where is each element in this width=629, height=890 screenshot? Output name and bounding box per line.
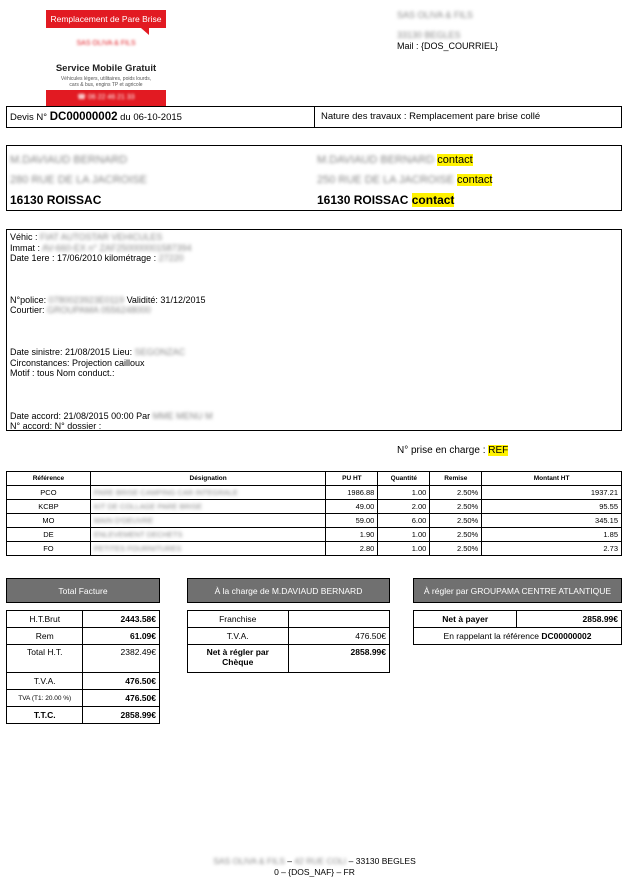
tva-value: 476.50€	[83, 673, 160, 690]
ht-brut-label: H.T.Brut	[7, 611, 83, 628]
reference-text: En rappelant la référence	[443, 631, 539, 641]
courtier-value: GROUPAMA 0556248000	[47, 305, 151, 316]
immat-value: AV-660-EX n° ZAF250000001587394	[42, 242, 192, 253]
header-company: SAS OLIVA & FILS	[397, 10, 473, 20]
table-row	[7, 486, 622, 500]
cell-designation: MAIN D'OEUVRE	[90, 514, 326, 528]
devis-number: DC00000002	[49, 111, 118, 123]
cell-qty: 1.00	[378, 528, 430, 542]
prise-en-charge	[397, 445, 508, 456]
table-row	[7, 514, 622, 528]
billing-city: 16130 ROISSAC	[317, 193, 409, 207]
motif: Motif : tous Nom conduct.:	[10, 368, 115, 379]
devis-date: du 06-10-2015	[120, 112, 182, 123]
vehicle-info-box	[6, 229, 622, 431]
accord-label: Date accord: 21/08/2015 00:00 Par	[10, 410, 151, 421]
cell-pu: 49.00	[326, 500, 378, 514]
circonstances: Circonstances: Projection cailloux	[10, 357, 145, 368]
table-row	[7, 542, 622, 556]
net-regler-label: Net à régler par Chèque	[188, 645, 289, 673]
devis-prefix: Devis N°	[10, 112, 48, 123]
tva-rate-label: TVA (T1: 20.00 %)	[7, 690, 83, 707]
cell-designation: PARE BRISE CAMPING CAR INTEGRALE	[90, 486, 326, 500]
logo-description: Véhicules légers, utilitaires, poids lourds, cars & bus, engins TP et agricole	[60, 76, 152, 88]
charge-client-table	[187, 578, 390, 673]
net-payer-label: Net à payer	[414, 611, 517, 628]
cell-designation: PETITES FOURNITURES	[90, 542, 326, 556]
billing-address	[317, 150, 492, 210]
address-box	[6, 145, 622, 211]
logo-phone-number: 06 22 46 21 33	[87, 94, 135, 101]
immat-label: Immat :	[10, 242, 41, 253]
footer-city: 33130 BEGLES	[355, 856, 416, 866]
tva-rate-value: 476.50€	[83, 690, 160, 707]
cell-qty: 2.00	[378, 500, 430, 514]
cell-remise: 2.50%	[430, 486, 482, 500]
cell-ref: PCO	[7, 486, 91, 500]
regler-assurance-table	[413, 578, 622, 645]
police-label: N°police:	[10, 294, 47, 305]
validite: Validité: 31/12/2015	[126, 294, 206, 305]
cell-ref: MO	[7, 514, 91, 528]
franchise-value	[288, 611, 390, 628]
cell-remise: 2.50%	[430, 500, 482, 514]
reference-value: DC00000002	[541, 631, 592, 641]
accord-par: MME MENU M	[152, 410, 213, 421]
cell-ref: KCBP	[7, 500, 91, 514]
footer-naf: 0 – {DOS_NAF} – FR	[274, 867, 355, 877]
prise-value: REF	[488, 445, 509, 456]
logo-banner: Remplacement de Pare Brise	[46, 10, 166, 28]
table-header-row	[7, 472, 622, 486]
contact-field: contact	[411, 193, 455, 207]
regler-title: À régler par GROUPAMA CENTRE ATLANTIQUE	[414, 579, 622, 603]
client-street: 280 RUE DE LA JACROISE	[10, 174, 147, 186]
page-footer: SAS OLIVA & FILS – 42 RUE COLI – 33130 BEGLES 0 – {DOS_NAF} – FR	[0, 856, 629, 878]
logo-phone: ☎ 06 22 46 21 33	[46, 90, 166, 106]
cell-qty: 1.00	[378, 486, 430, 500]
cell-qty: 1.00	[378, 542, 430, 556]
client-city: 16130 ROISSAC	[10, 193, 102, 207]
tva-label: T.V.A.	[7, 673, 83, 690]
cell-qty: 6.00	[378, 514, 430, 528]
cell-remise: 2.50%	[430, 514, 482, 528]
header-city: 33130 BEGLES	[397, 30, 461, 40]
company-header	[397, 10, 607, 52]
net-payer-value: 2858.99€	[517, 611, 622, 628]
cell-designation: KIT DE COLLAGE PARE BRISE	[90, 500, 326, 514]
ttc-value: 2858.99€	[83, 707, 160, 724]
date-first-label: Date 1ere : 17/06/2010 kilométrage :	[10, 253, 157, 264]
table-row	[7, 500, 622, 514]
cell-pu: 2.80	[326, 542, 378, 556]
devis-box	[6, 106, 622, 128]
col-montant-ht: Montant HT	[482, 472, 622, 486]
sinistre-label: Date sinistre: 21/08/2015 Lieu:	[10, 346, 133, 357]
cell-ref: FO	[7, 542, 91, 556]
cell-montant: 345.15	[482, 514, 622, 528]
cell-pu: 1.90	[326, 528, 378, 542]
cell-pu: 59.00	[326, 514, 378, 528]
vehic-value: FIAT AUTOSTAR VEHICULES	[40, 232, 163, 242]
client-address	[10, 150, 147, 210]
logo-banner-tail	[141, 28, 149, 35]
km-value: 27220	[158, 253, 184, 264]
police-value: 0780023923E0119	[48, 294, 125, 305]
rem-value: 61.09€	[83, 628, 160, 645]
ttc-label: T.T.C.	[7, 707, 83, 724]
header-mail: Mail : {DOS_COURRIEL}	[397, 41, 499, 51]
cell-montant: 1.85	[482, 528, 622, 542]
logo-service: Service Mobile Gratuit	[55, 63, 157, 74]
devis-nature: Nature des travaux : Remplacement pare brise collé	[321, 111, 541, 122]
table-row	[7, 528, 622, 542]
accord-number: N° accord: N° dossier :	[10, 421, 102, 432]
cell-montant: 95.55	[482, 500, 622, 514]
total-facture-table	[6, 578, 160, 724]
cell-ref: DE	[7, 528, 91, 542]
col-designation: Désignation	[90, 472, 326, 486]
charge-title: À la charge de M.DAVIAUD BERNARD	[188, 579, 390, 603]
reference-reminder	[414, 628, 622, 645]
cell-remise: 2.50%	[430, 528, 482, 542]
cell-pu: 1986.88	[326, 486, 378, 500]
col-quantite: Quantité	[378, 472, 430, 486]
ht-brut-value: 2443.58€	[83, 611, 160, 628]
rem-label: Rem	[7, 628, 83, 645]
billing-name: M.DAVIAUD BERNARD	[317, 154, 435, 166]
net-regler-value: 2858.99€	[288, 645, 390, 673]
total-ht-value: 2382.49€	[83, 645, 160, 673]
cell-montant: 1937.21	[482, 486, 622, 500]
contact-field: contact	[437, 154, 473, 166]
company-logo	[46, 10, 166, 118]
cell-montant: 2.73	[482, 542, 622, 556]
items-table	[6, 471, 622, 556]
total-facture-title: Total Facture	[7, 579, 160, 603]
courtier-label: Courtier:	[10, 305, 45, 316]
lieu-value: SEGONZAC	[134, 346, 186, 357]
cell-designation: ENLEVEMENT DECHETS	[90, 528, 326, 542]
footer-street: 42 RUE COLI	[294, 856, 347, 866]
vehic-label: Véhic :	[10, 232, 38, 242]
cell-remise: 2.50%	[430, 542, 482, 556]
col-pu-ht: PU HT	[326, 472, 378, 486]
total-ht-label: Total H.T.	[7, 645, 83, 673]
billing-street: 250 RUE DE LA JACROISE	[317, 174, 454, 186]
contact-field: contact	[457, 174, 493, 186]
col-remise: Remise	[430, 472, 482, 486]
devis-number-cell	[7, 107, 315, 127]
col-reference: Référence	[7, 472, 91, 486]
logo-company-name: SAS OLIVA & FILS	[76, 40, 136, 47]
franchise-label: Franchise	[188, 611, 289, 628]
footer-company: SAS OLIVA & FILS	[213, 856, 285, 866]
charge-tva-value: 476.50€	[288, 628, 390, 645]
charge-tva-label: T.V.A.	[188, 628, 289, 645]
client-name: M.DAVIAUD BERNARD	[10, 154, 128, 166]
prise-label: N° prise en charge :	[397, 445, 486, 456]
